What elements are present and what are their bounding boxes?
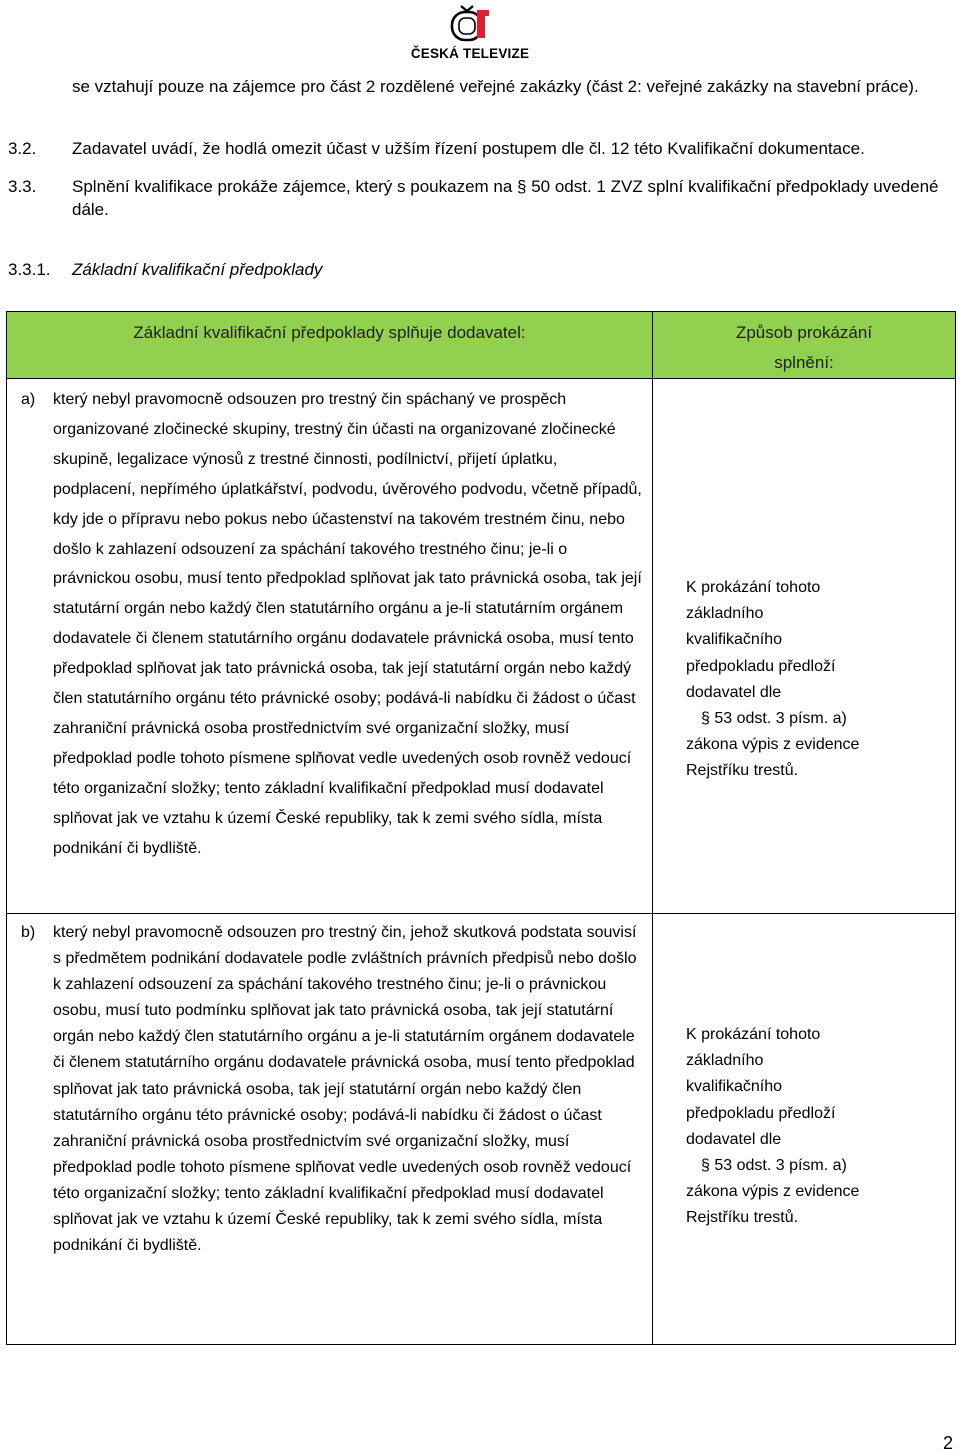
proof-line: základního — [686, 605, 764, 623]
section-number: 3.3. — [8, 177, 37, 196]
requirement-text: který nebyl pravomocně odsouzen pro trestný čin spáchaný ve prospěch organizované zločinecké skupiny, trestný čin účasti na organizované zločinecké skupině, legalizace výnosů z trestné činnosti, podílnictví, přijetí úplatku, podplacení, nepřímého úplatkářství, podvodu, úvěrového podvodu, včetně případů, kdy jde o přípravu nebo pokus nebo účastenství na takovém trestném činu, nebo došlo k zahlazení odsouzení za spáchání takového trestného činu; je-li o právnickou osobu, musí tento předpoklad splňovat jak tato právnická osoba, tak její statutární orgán nebo každý člen statutárního orgánu a je-li statutárním orgánem dodavatele či členem statutárního orgánu dodavatele právnická osoba, musí tento předpoklad splňovat jak tato právnická osoba, tak její statutární orgán nebo každý člen statutárního orgánu této právnické osoby; podává-li nabídku či žádost o účast zahraniční právnická osoba prostřednictvím své organizační složky, musí předpoklad podle tohoto písmene splňovat vedle uvedených osob rovněž vedoucí této organizační složky; tento základní kvalifikační předpoklad musí dodavatel splňovat jak ve vztahu k území České republiky, tak k zemi svého sídla, místa podnikání či bydliště. — [53, 391, 642, 857]
section-text: Splnění kvalifikace prokáže zájemce, který s poukazem na § 50 odst. 1 ZVZ splní kvalifikační předpoklady uvedené dále. — [72, 177, 939, 219]
ct-logo-icon — [447, 2, 493, 44]
logo-text: ČESKÁ TELEVIZE — [410, 46, 530, 61]
proof-line: základního — [686, 1052, 764, 1070]
logo — [400, 0, 540, 62]
subsection-title: Základní kvalifikační předpoklady — [72, 260, 323, 279]
header-proof-label: Způsob prokázání splnění: — [735, 323, 873, 372]
section-number: 3.2. — [8, 139, 37, 158]
table-header-row — [7, 312, 956, 379]
proof-line: K prokázání tohoto — [686, 579, 821, 596]
proof-text — [686, 1022, 896, 1232]
proof-line: Rejstříku trestů. — [686, 1209, 799, 1227]
proof-line: zákona výpis z evidence — [686, 736, 860, 754]
subsection-number: 3.3.1. — [8, 260, 51, 279]
proof-line: zákona výpis z evidence — [686, 1183, 860, 1201]
proof-text — [686, 575, 896, 785]
section-text: Zadavatel uvádí, že hodlá omezit účast v užším řízení postupem dle čl. 12 této Kvalifikační dokumentace. — [72, 139, 865, 158]
proof-cell — [653, 379, 956, 914]
requirements-table — [6, 311, 956, 1345]
proof-line: dodavatel dle — [686, 1130, 782, 1148]
proof-line: dodavatel dle — [686, 683, 782, 701]
proof-line: předpokladu předloží — [686, 657, 836, 675]
proof-line: předpokladu předloží — [686, 1104, 836, 1122]
table-row — [7, 379, 956, 914]
proof-line: § 53 odst. 3 písm. a) — [701, 1157, 847, 1175]
proof-line: kvalifikačního — [686, 631, 783, 649]
proof-line: Rejstříku trestů. — [686, 762, 799, 780]
intro-paragraph: se vztahují pouze na zájemce pro část 2 rozdělené veřejné zakázky (část 2: veřejné zakázky na stavební práce). — [72, 77, 919, 96]
proof-line: § 53 odst. 3 písm. a) — [701, 710, 847, 728]
header-requirement: Základní kvalifikační předpoklady splňuje dodavatel: — [7, 312, 653, 379]
proof-cell — [653, 914, 956, 1345]
requirement-text: který nebyl pravomocně odsouzen pro trestný čin, jehož skutková podstata souvisí s předmětem podnikání dodavatele podle zvláštních právních předpisů nebo došlo k zahlazení odsouzení za spáchání takového trestného činu; je-li o právnickou osobu, musí tuto podmínku splňovat jak tato právnická osoba, tak její statutární orgán nebo každý člen statutárního orgánu a je-li statutárním orgánem dodavatele či členem statutárního orgánu dodavatele právnická osoba, musí tento předpoklad splňovat jak tato právnická osoba, tak její statutární orgán nebo každý člen statutárního orgánu této právnické osoby; podává-li nabídku či žádost o účast zahraniční právnická osoba prostřednictvím své organizační složky, musí předpoklad podle tohoto písmene splňovat vedle uvedených osob rovněž vedoucí této organizační složky; tento základní kvalifikační předpoklad musí dodavatel splňovat jak ve vztahu k území České republiky, tak k zemi svého sídla, místa podnikání či bydliště. — [53, 924, 637, 1255]
row-letter: b) — [21, 924, 36, 941]
row-letter: a) — [21, 391, 36, 408]
header-proof — [653, 312, 956, 379]
requirement-cell — [7, 914, 653, 1345]
page-number: 2 — [943, 1433, 954, 1453]
requirement-cell — [7, 379, 653, 914]
proof-line: kvalifikačního — [686, 1078, 783, 1096]
proof-line: K prokázání tohoto — [686, 1026, 821, 1043]
table-row — [7, 914, 956, 1345]
